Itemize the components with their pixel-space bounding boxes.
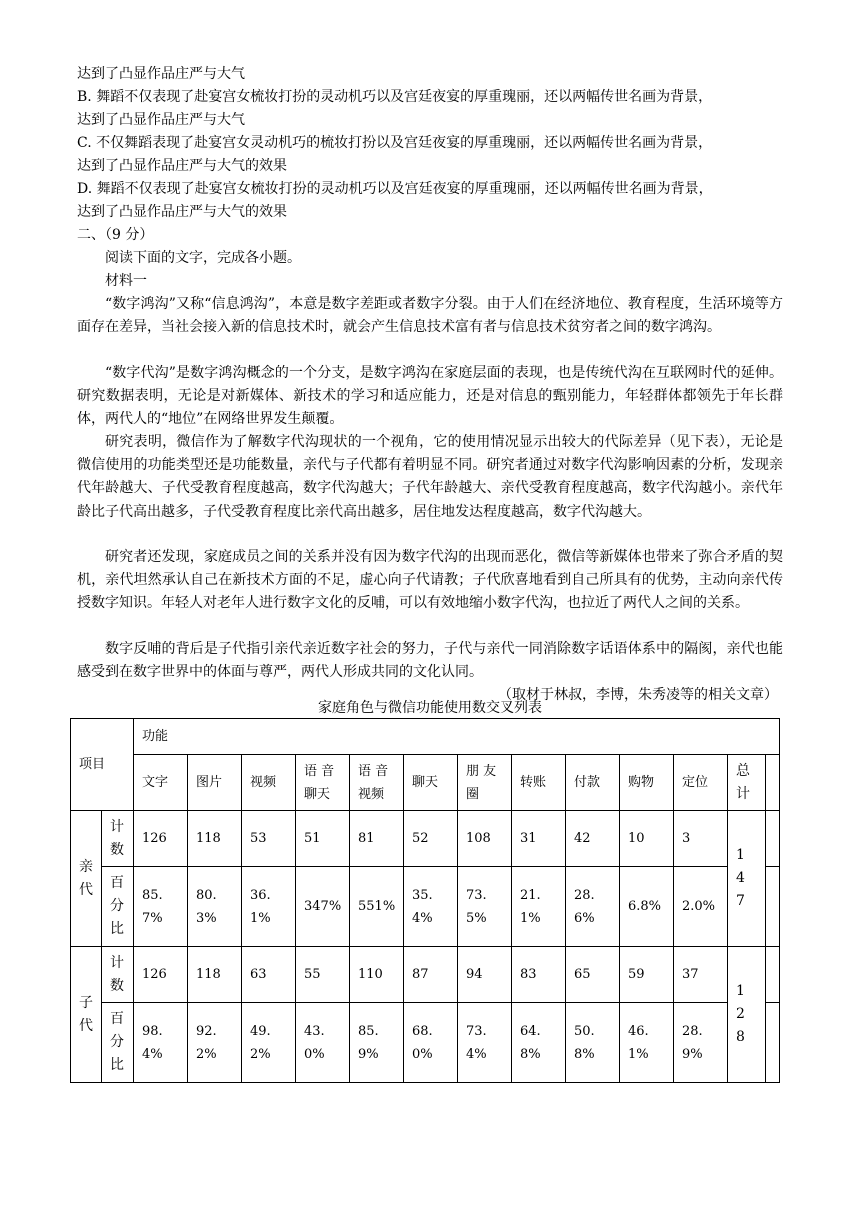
source-note: （取材于林叔，李博，朱秀凌等的相关文章） — [498, 687, 778, 703]
cross-table — [70, 718, 780, 1083]
child-count-cell: 65 — [566, 947, 620, 1003]
parent-blank — [766, 867, 780, 947]
child-count-cell: 126 — [134, 947, 188, 1003]
parent-pct-cell: 36.1% — [242, 867, 296, 947]
parent-count-cell: 31 — [512, 811, 566, 867]
child-total: 128 — [728, 947, 766, 1083]
child-pct-cell: 49.2% — [242, 1003, 296, 1083]
parent-pct-cell: 35.4% — [404, 867, 458, 947]
row-label-percent: 百分比 — [102, 1003, 134, 1083]
parent-pct-cell: 551% — [350, 867, 404, 947]
parent-count-cell: 10 — [620, 811, 674, 867]
parent-pct-cell: 73.5% — [458, 867, 512, 947]
paragraph-4: 研究者还发现，家庭成员之间的关系并没有因为数字代沟的出现而恶化，微信等新媒体也带来了弥合矛盾的契机，亲代坦然承认自己在新技术方面的不足，虚心向子代请教；子代欣喜地看到自己所具有的优势，主动向亲代传授数字知识。年轻人对老年人进行数字文化的反哺，可以有效地缩小数字代沟，也拉近了两代人之间的关系。 — [77, 549, 783, 612]
header-col-moments: 朋 友圈 — [458, 755, 512, 811]
header-col-chat: 聊天 — [404, 755, 458, 811]
child-count-cell: 83 — [512, 947, 566, 1003]
group-label-child: 子代 — [71, 947, 102, 1083]
header-col-total: 总计 — [728, 755, 766, 811]
parent-count-cell: 52 — [404, 811, 458, 867]
header-item: 项目 — [71, 719, 134, 811]
parent-blank — [766, 811, 780, 867]
option-d-tail: 达到了凸显作品庄严与大气的效果 — [77, 204, 287, 220]
option-d: D. 舞蹈不仅表现了赴宴宫女梳妆打扮的灵动机巧以及宫廷夜宴的厚重瑰丽，还以两幅传世名画为背景， — [77, 181, 713, 197]
child-pct-cell: 92.2% — [188, 1003, 242, 1083]
paragraph-1: “数字鸿沟”又称“信息鸿沟”，本意是数字差距或者数字分裂。由于人们在经济地位、教育程度，生活环境等方面存在差异，当社会接入新的信息技术时，就会产生信息技术富有者与信息技术贫穷者之间的数字鸿沟。 — [77, 296, 783, 336]
header-col-voice-video: 语 音视频 — [350, 755, 404, 811]
header-col-image: 图片 — [188, 755, 242, 811]
section-heading: 二、（9 分） — [77, 227, 154, 243]
paragraph-3: 研究表明，微信作为了解数字代沟现状的一个视角，它的使用情况显示出较大的代际差异（见下表），无论是微信使用的功能类型还是功能数量，亲代与子代都有着明显不同。研究者通过对数字代沟影响因素的分析，发现亲代年龄越大、子代受教育程度越高，数字代沟越大；子代年龄越大、亲代受教育程度越高，数字代沟越小。亲代年龄比子代高出越多，子代受教育程度比亲代高出越多，居住地发达程度越高，数字代沟越大。 — [77, 434, 783, 520]
row-label-count: 计数 — [102, 947, 134, 1003]
parent-count-cell: 53 — [242, 811, 296, 867]
header-col-location: 定位 — [674, 755, 728, 811]
header-col-text: 文字 — [134, 755, 188, 811]
child-pct-cell: 68.0% — [404, 1003, 458, 1083]
child-count-cell: 63 — [242, 947, 296, 1003]
child-count-cell: 87 — [404, 947, 458, 1003]
child-pct-cell: 28.9% — [674, 1003, 728, 1083]
paragraph-2: “数字代沟”是数字鸿沟概念的一个分支，是数字鸿沟在家庭层面的表现，也是传统代沟在互联网时代的延伸。研究数据表明，无论是对新媒体、新技术的学习和适应能力，还是对信息的甄别能力，年轻群体都领先于年长群体，两代人的“地位”在网络世界发生颠覆。 — [77, 365, 783, 428]
option-b-tail: 达到了凸显作品庄严与大气 — [77, 112, 245, 128]
header-col-voice-chat: 语 音聊天 — [296, 755, 350, 811]
header-col-blank — [766, 755, 780, 811]
header-col-video: 视频 — [242, 755, 296, 811]
option-c-tail: 达到了凸显作品庄严与大气的效果 — [77, 158, 287, 174]
header-col-payment: 付款 — [566, 755, 620, 811]
child-count-cell: 110 — [350, 947, 404, 1003]
parent-pct-cell: 85.7% — [134, 867, 188, 947]
child-count-cell: 94 — [458, 947, 512, 1003]
option-b: B. 舞蹈不仅表现了赴宴宫女梳妆打扮的灵动机巧以及宫廷夜宴的厚重瑰丽，还以两幅传世名画为背景， — [77, 89, 713, 105]
material-label: 材料一 — [105, 273, 147, 289]
paragraph-5: 数字反哺的背后是子代指引亲代亲近数字社会的努力，子代与亲代一同消除数字话语体系中的隔阂，亲代也能感受到在数字世界中的体面与尊严，两代人形成共同的文化认同。 — [77, 641, 783, 681]
group-label-parent: 亲代 — [71, 811, 102, 947]
header-function: 功能 — [134, 719, 780, 755]
child-pct-cell: 46.1% — [620, 1003, 674, 1083]
child-count-cell: 37 — [674, 947, 728, 1003]
parent-total: 147 — [728, 811, 766, 947]
child-blank — [766, 947, 780, 1003]
header-col-transfer: 转账 — [512, 755, 566, 811]
child-pct-cell: 73.4% — [458, 1003, 512, 1083]
parent-count-cell: 42 — [566, 811, 620, 867]
option-a-tail: 达到了凸显作品庄严与大气 — [77, 66, 245, 82]
table-title: 家庭角色与微信功能使用数交叉列表 — [318, 700, 542, 716]
parent-count-cell: 126 — [134, 811, 188, 867]
parent-count-cell: 118 — [188, 811, 242, 867]
header-col-shopping: 购物 — [620, 755, 674, 811]
parent-pct-cell: 2.0% — [674, 867, 728, 947]
parent-count-cell: 108 — [458, 811, 512, 867]
instruction: 阅读下面的文字，完成各小题。 — [105, 250, 301, 266]
parent-count-cell: 3 — [674, 811, 728, 867]
child-pct-cell: 98.4% — [134, 1003, 188, 1083]
parent-pct-cell: 6.8% — [620, 867, 674, 947]
parent-count-cell: 81 — [350, 811, 404, 867]
parent-pct-cell: 21.1% — [512, 867, 566, 947]
child-count-cell: 55 — [296, 947, 350, 1003]
child-pct-cell: 43.0% — [296, 1003, 350, 1083]
row-label-count: 计数 — [102, 811, 134, 867]
option-c: C. 不仅舞蹈表现了赴宴宫女灵动机巧的梳妆打扮以及宫廷夜宴的厚重瑰丽，还以两幅传世名画为背景， — [77, 135, 713, 151]
parent-count-cell: 51 — [296, 811, 350, 867]
parent-pct-cell: 28.6% — [566, 867, 620, 947]
child-count-cell: 59 — [620, 947, 674, 1003]
child-blank — [766, 1003, 780, 1083]
parent-pct-cell: 347% — [296, 867, 350, 947]
child-pct-cell: 64.8% — [512, 1003, 566, 1083]
parent-pct-cell: 80.3% — [188, 867, 242, 947]
child-pct-cell: 50.8% — [566, 1003, 620, 1083]
row-label-percent: 百分比 — [102, 867, 134, 947]
child-pct-cell: 85.9% — [350, 1003, 404, 1083]
child-count-cell: 118 — [188, 947, 242, 1003]
